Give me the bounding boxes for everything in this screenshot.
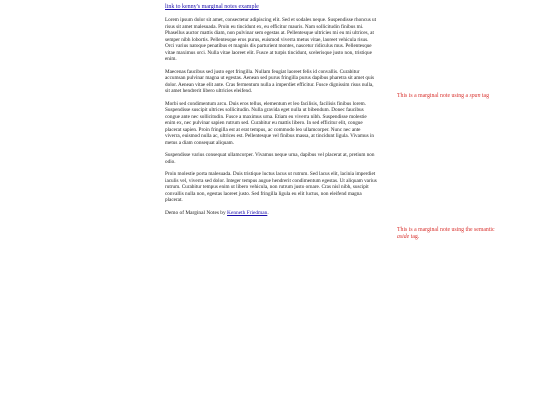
kenny-marginal-notes-link[interactable]: link to kenny's marginal notes example <box>165 4 259 10</box>
margin-note-span-before: This is a marginal note using a <box>397 93 469 99</box>
footer-suffix: . <box>267 209 269 216</box>
main-content <box>165 3 377 217</box>
margin-note-aside-after: tag. <box>410 234 420 241</box>
margin-note-span-tag: span <box>469 93 481 99</box>
footer-credit <box>165 210 377 217</box>
footer-prefix: Demo of Marginal Notes by <box>165 209 226 216</box>
margin-note-aside-before: This is a marginal note using the semantic <box>397 227 495 233</box>
paragraph-3: Morbi sed condimentum arcu. Duis eros tellus, elementum et leo facilisis, facilisis finibus lorem. Suspendisse suscipit ultrices sollicitudin. Nulla gravida eget nulla ut bibendum. Donec faucibus congue ante nec sollicitudin. Fusce a maximus urna. Etiam eu viverra nibh. Suspendisse molestie enim ex, nec pulvinar sapien rutrum sed. Curabitur eu mattis libero. In sed efficitur elit, congue placerat sapien. Proin fringilla est at erat tempus, ac commodo leo ullamcorper. Nunc nec ante viverra, euismod nulla ac, ultrices est. Pellentesque vel finibus massa, at tincidunt ligula. Vivamus in metus a diam consequat aliquam. <box>165 100 374 146</box>
paragraph-4: Suspendisse varius consequat ullamcorper. Vivamus neque urna, dapibus vel placerat at, pretium non odio. <box>165 152 375 165</box>
author-link[interactable]: Kenneth Friedman <box>227 209 268 216</box>
paragraph-1: Lorem ipsum dolor sit amet, consectetur adipiscing elit. Sed et sodales neque. Suspendisse rhoncus ut risus sit amet malesuada. Proin eu tincidunt ex, eu efficitur mauris. Nam sollicitudin finibus mi. Phasellus auctor mattis diam, non pulvinar sem egestas at. Pellentesque ultricies mi eu mi ultrices, at semper nibh lobortis. Pellentesque eros purus, euismod viverra metus vitae, laoreet vehicula risus. Orci varius natoque penatibus et magnis dis parturient montes, nascetur ridiculus mus. Pellentesque vitae maximus orci. Nulla vitae laoreet elit. Fusce at turpis tincidunt, scelerisque justo non, tristique enim. <box>165 17 377 62</box>
paragraph-2: Maecenas faucibus sed justo eget fringilla. Nullam feugiat laoreet felis id convallis. Curabitur accumsan pulvinar magna ut egestas. Aenean sed purus fringilla purus dapibus pharetra sit amet quis dolor. Aenean vitae elit ante. Cras fermentum nulla a imperdiet efficitur. Fusce dignissim risus nulla, sit amet hendrerit libero ultricies eleifend. <box>165 68 375 94</box>
margin-note-aside-tag: aside <box>397 234 410 241</box>
margin-note-span <box>397 93 517 100</box>
margin-note-aside <box>397 227 502 241</box>
margin-note-span-after: tag <box>481 93 490 99</box>
paragraph-5: Proin molestie porta malesuada. Duis tristique luctus lacus ut rutrum. Sed lacus elit, lacinia imperdiet iaculis vel, viverra sed dolor. Integer tempus augue hendrerit condimentum egestas. Ut aliquam varius rutrum. Curabitur tempus enim ut libero vehicula, non rutrum justo ornare. Cras nisl nibh, suscipit convallis nulla non, egestas laoreet justo. Sed fringilla ligula eu elit luctus, non eleifend magna placerat. <box>165 171 377 203</box>
